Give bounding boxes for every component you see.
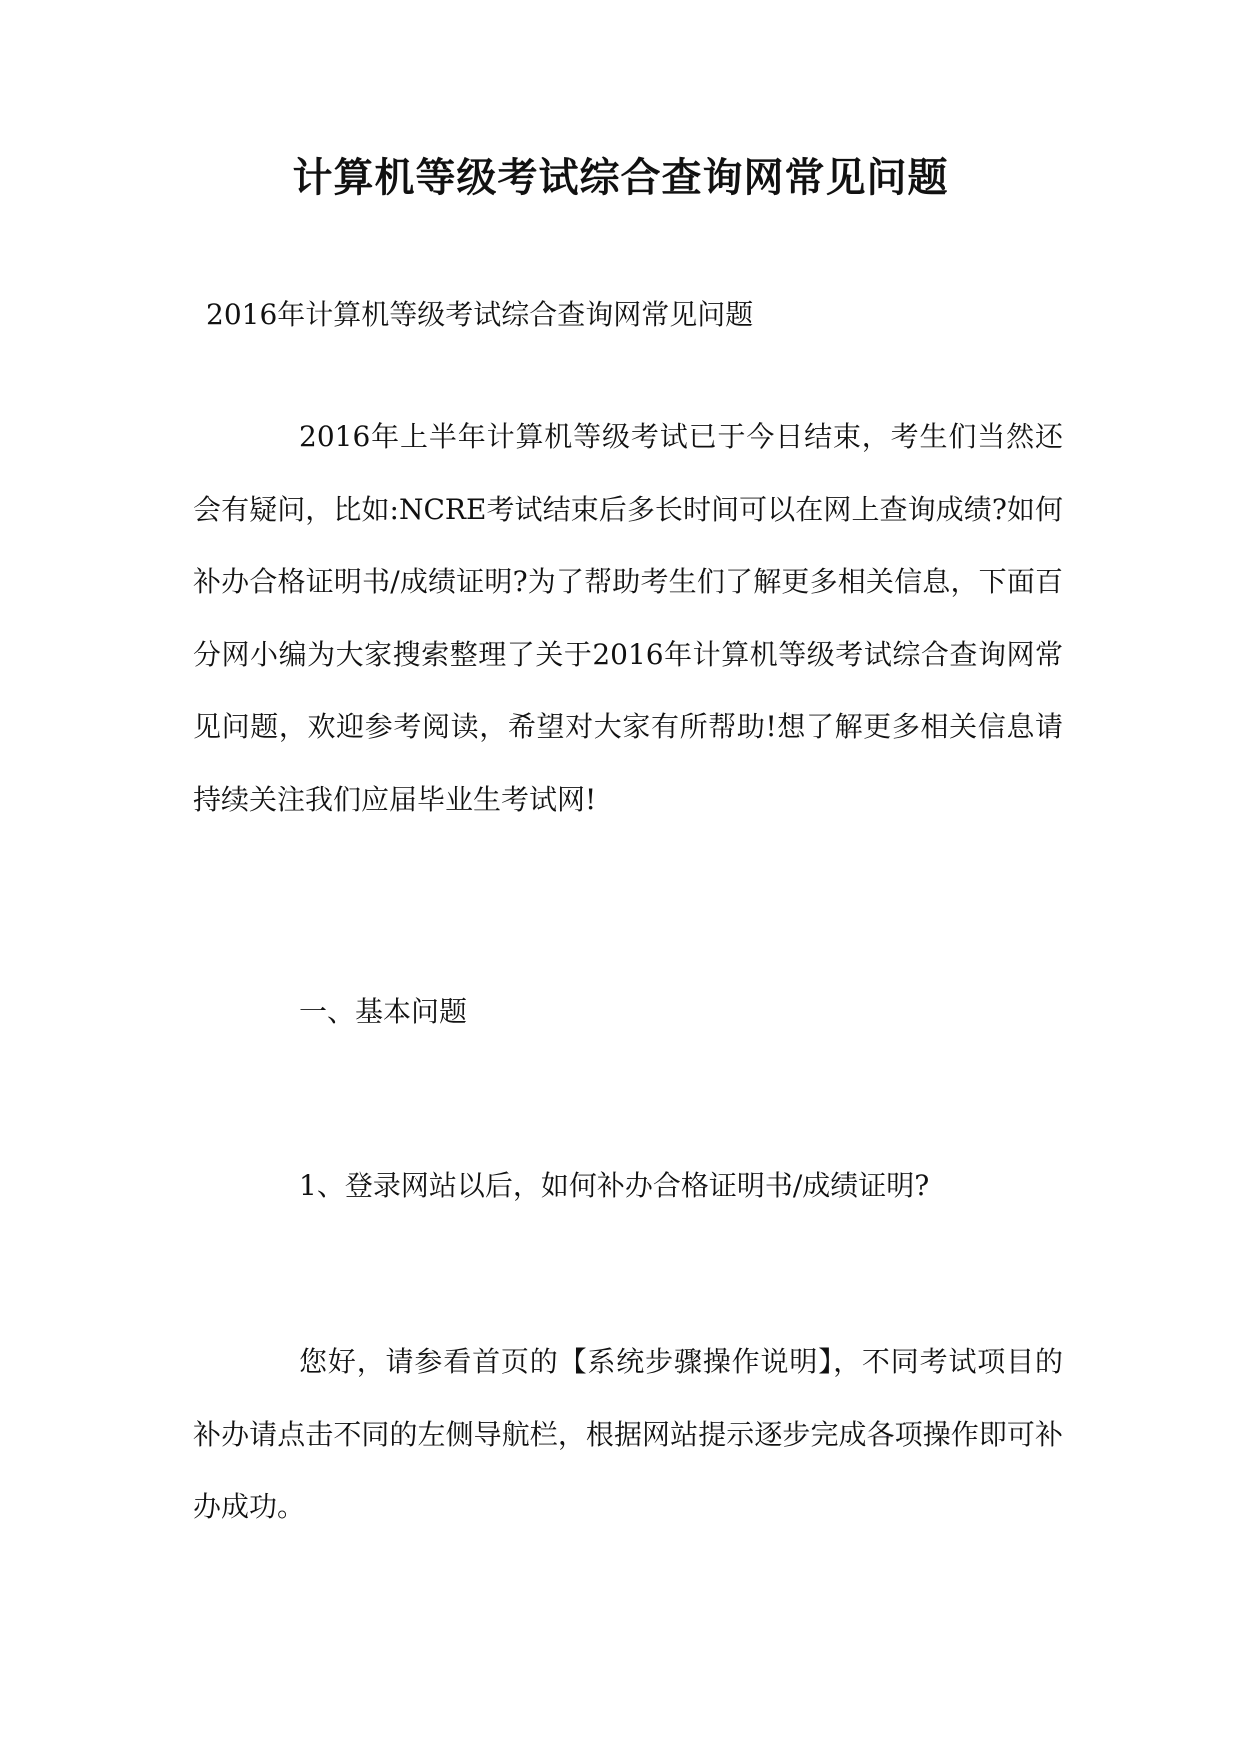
intro-paragraph: 2016年上半年计算机等级考试已于今日结束，考生们当然还会有疑问，比如:NCRE考试结束后多长时间可以在网上查询成绩?如何补办合格证明书/成绩证明?为了帮助考生们了解更多相关信息，下面百分网小编为大家搜索整理了关于2016年计算机等级考试综合查询网常见问题，欢迎参考阅读，希望对大家有所帮助!想了解更多相关信息请持续关注我们应届毕业生考试网! — [193, 420, 1063, 816]
section-heading: 一、基本问题 — [299, 995, 468, 1028]
question-heading: 1、登录网站以后，如何补办合格证明书/成绩证明? — [299, 1169, 930, 1202]
document-title: 计算机等级考试综合查询网常见问题 — [292, 155, 949, 201]
document-subtitle: 2016年计算机等级考试综合查询网常见问题 — [206, 298, 754, 331]
answer-paragraph: 您好，请参看首页的【系统步骤操作说明】，不同考试项目的补办请点击不同的左侧导航栏，根据网站提示逐步完成各项操作即可补办成功。 — [193, 1345, 1063, 1523]
